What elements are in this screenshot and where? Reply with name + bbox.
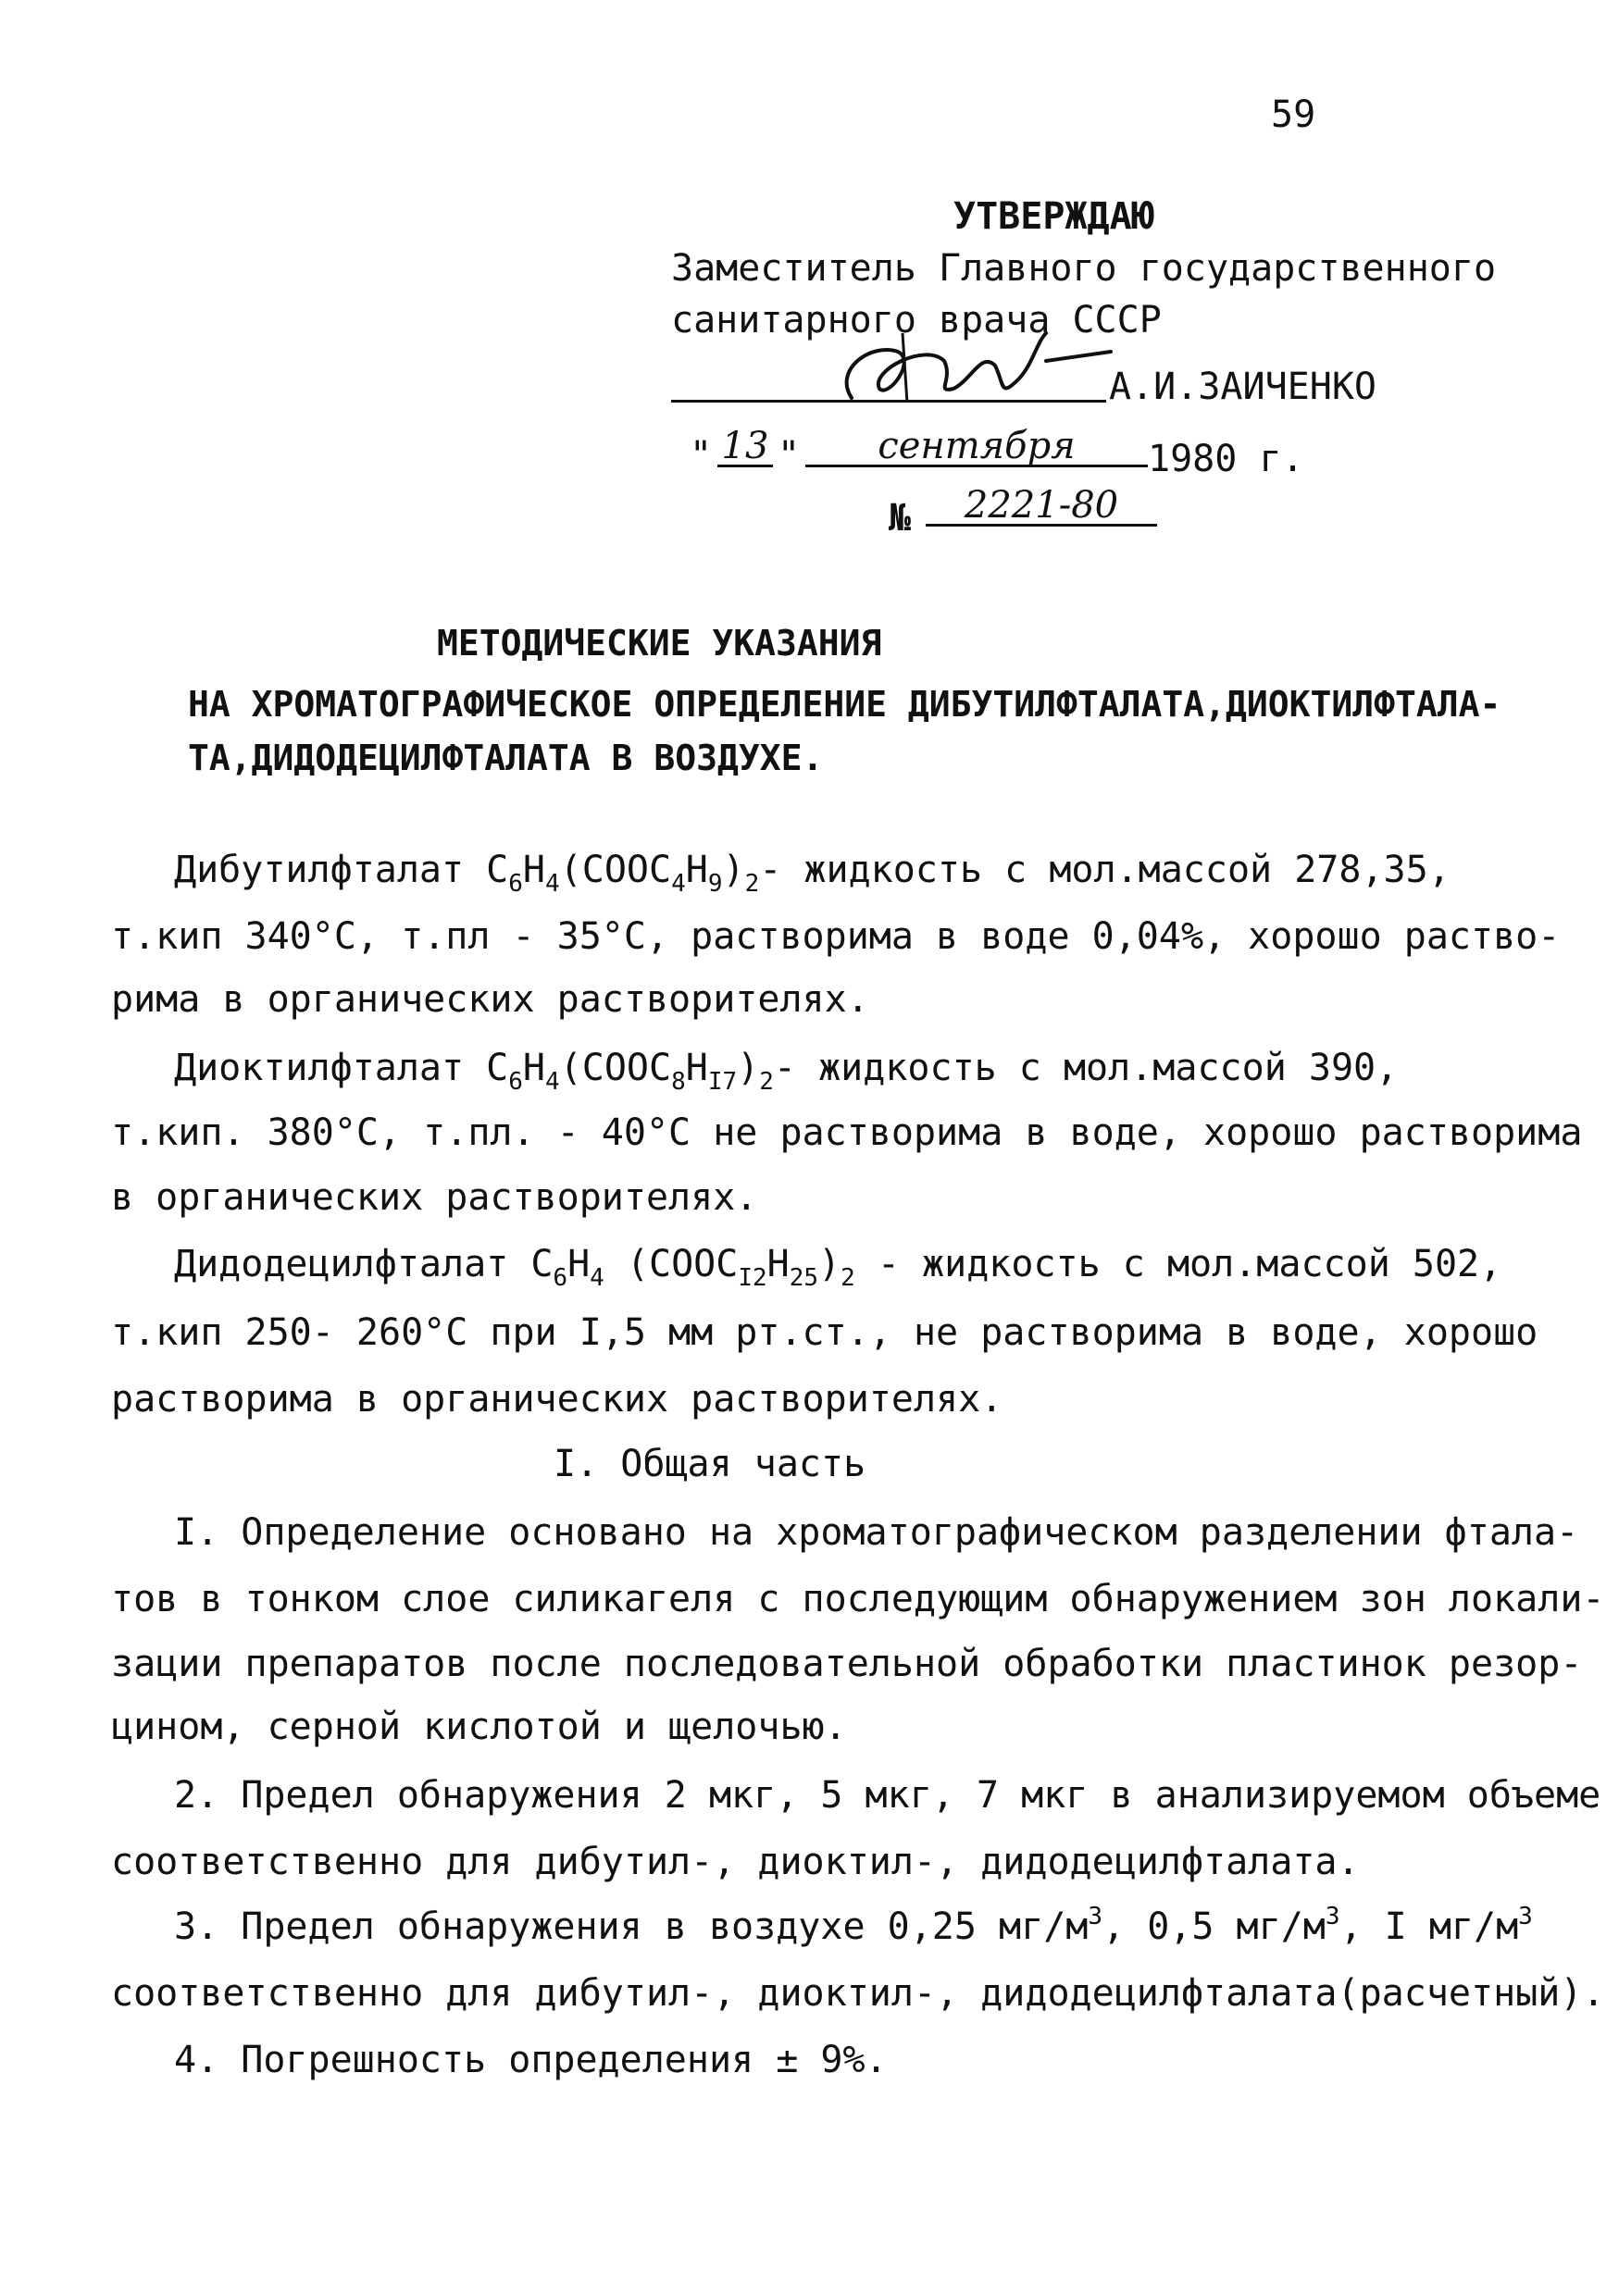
ddp-line3: растворима в органических растворителях.: [111, 1378, 1003, 1421]
p2-line2: соответственно для дибутил-, диоктил-, дидодецилфталата.: [111, 1841, 1360, 1883]
dbp-line1: [174, 849, 1451, 898]
page-number: 59: [1271, 93, 1316, 136]
title-line2: НА ХРОМАТОГРАФИЧЕСКОЕ ОПРЕДЕЛЕНИЕ ДИБУТИЛФТАЛАТА,ДИОКТИЛФТАЛА-: [188, 684, 1501, 725]
date-quote-close: ": [778, 434, 801, 477]
dop-line2: т.кип. 380°С, т.пл. - 40°С не растворима в воде, хорошо растворима: [111, 1111, 1583, 1154]
ddp-name: Дидодецилфталат: [174, 1243, 509, 1285]
ddp-rest: - жидкость с мол.массой 502,: [877, 1243, 1502, 1285]
signature-image: [815, 315, 1120, 416]
title-line1: МЕТОДИЧЕСКИЕ УКАЗАНИЯ: [437, 623, 882, 664]
p3-part-b: , 0,5 мг/м: [1102, 1905, 1326, 1948]
dop-name: Диоктилфталат: [174, 1047, 465, 1089]
section1-paragraph4: 4. Погрешность определения ± 9%.: [174, 2039, 888, 2081]
dbp-line2: т.кип 340°С, т.пл - 35°С, растворима в воде 0,04%, хорошо раство-: [111, 915, 1561, 958]
dbp-name: Дибутилфталат: [174, 849, 465, 891]
ddp-line2: т.кип 250- 260°С при I,5 мм рт.ст., не растворима в воде, хорошо: [111, 1311, 1538, 1354]
ddp-line1: [174, 1243, 1502, 1292]
dbp-rest: - жидкость с мол.массой 278,35,: [759, 849, 1451, 891]
approval-signer: А.И.ЗАИЧЕНКО: [1109, 366, 1376, 408]
p1-line2: тов в тонком слое силикагеля с последующим обнаружением зон локали-: [111, 1578, 1605, 1620]
date-quote-open: ": [690, 434, 713, 477]
p1-line4: цином, серной кислотой и щелочью.: [111, 1706, 847, 1748]
dbp-formula: $C_6H_4(COOC_4H_9)_2$: [486, 849, 760, 898]
p3-part-a: 3. Предел обнаружения в воздухе 0,25 мг/м: [174, 1905, 1089, 1948]
p1-line3: зации препаратов после последовательной обработки пластинок резор-: [111, 1643, 1583, 1685]
p2-line1: 2. Предел обнаружения 2 мкг, 5 мкг, 7 мкг в анализируемом объеме: [174, 1774, 1601, 1817]
dop-rest: - жидкость с мол.массой 390,: [773, 1047, 1399, 1089]
date-month: сентября: [805, 428, 1148, 467]
p3-line1: 3. Предел обнаружения в воздухе 0,25 $мг/м^3$, 0,5 $мг/м^3$, I $мг/м^3$: [174, 1903, 1533, 1948]
ddp-formula: $C_6H_4$ $(COOC_{I2}H_{25})_2$: [530, 1243, 855, 1292]
section-heading: I. Общая часть: [554, 1443, 866, 1485]
approval-position-line1: Заместитель Главного государственного: [671, 247, 1497, 290]
p3-part-c: , I мг/м: [1339, 1905, 1519, 1948]
number-prefix: №: [889, 497, 912, 540]
approval-heading: УТВЕРЖДАЮ: [953, 195, 1154, 238]
approval-position-line2: санитарного врача СССР: [671, 299, 1162, 341]
dbp-line3: рима в органических растворителях.: [111, 978, 869, 1021]
approval-number: 2221-80: [926, 487, 1157, 527]
p3-line2: соответственно для дибутил-, диоктил-, дидодецилфталата(расчетный).: [111, 1972, 1605, 2015]
dop-line1: [174, 1047, 1399, 1096]
date-year: 1980 г.: [1148, 438, 1304, 480]
dop-line3: в органических растворителях.: [111, 1176, 758, 1219]
title-line3: ТА,ДИДОДЕЦИЛФТАЛАТА В ВОЗДУХЕ.: [188, 738, 824, 778]
p1-line1: I. Определение основано на хроматографическом разделении фтала-: [174, 1511, 1579, 1554]
dop-formula: $C_6H_4(COOC_8H_{I7})_2$: [486, 1047, 774, 1096]
date-day: 13: [717, 428, 773, 467]
